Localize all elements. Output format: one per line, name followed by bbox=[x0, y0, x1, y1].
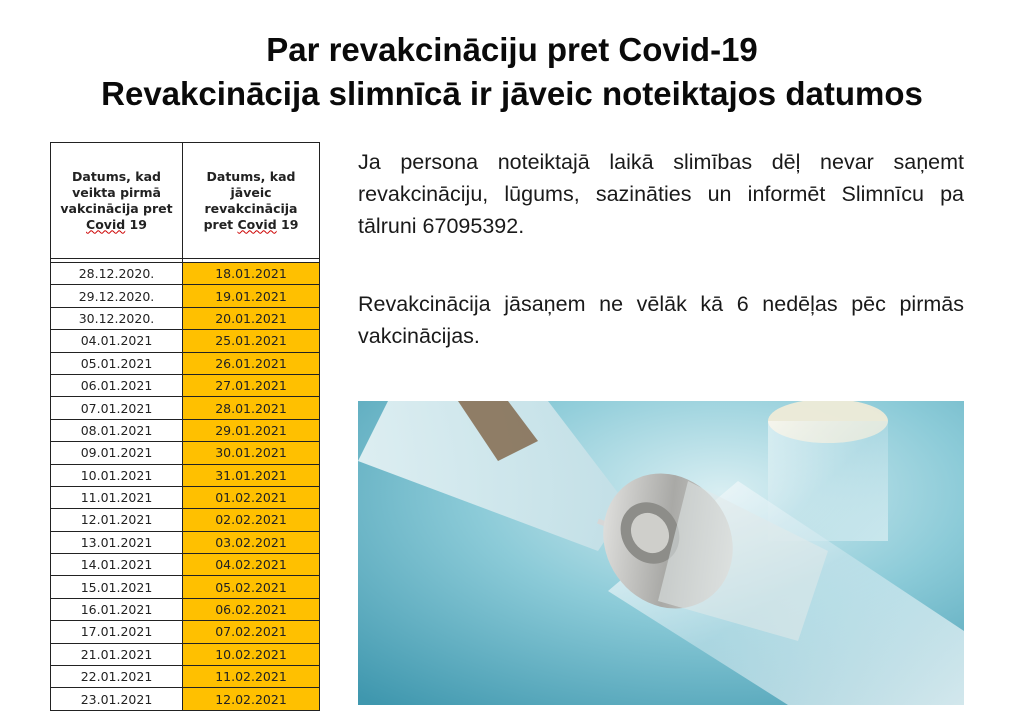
first-vaccination-date: 11.01.2021 bbox=[51, 486, 183, 508]
title-line-1: Par revakcināciju pret Covid-19 bbox=[266, 31, 758, 68]
first-vaccination-date: 21.01.2021 bbox=[51, 643, 183, 665]
table-row bbox=[51, 576, 320, 598]
first-vaccination-date: 30.12.2020. bbox=[51, 307, 183, 329]
table-row bbox=[51, 598, 320, 620]
title-line-2: Revakcinācija slimnīcā ir jāveic noteiktajos datumos bbox=[101, 75, 923, 112]
revaccination-date: 27.01.2021 bbox=[183, 374, 320, 396]
revaccination-date: 05.02.2021 bbox=[183, 576, 320, 598]
first-vaccination-date: 08.01.2021 bbox=[51, 419, 183, 441]
table-row bbox=[51, 531, 320, 553]
first-vaccination-date: 22.01.2021 bbox=[51, 666, 183, 688]
revaccination-date: 25.01.2021 bbox=[183, 330, 320, 352]
first-vaccination-date: 07.01.2021 bbox=[51, 397, 183, 419]
first-vaccination-date: 28.12.2020. bbox=[51, 263, 183, 285]
table-row bbox=[51, 486, 320, 508]
first-vaccination-date: 05.01.2021 bbox=[51, 352, 183, 374]
revaccination-date: 01.02.2021 bbox=[183, 486, 320, 508]
first-vaccination-date: 09.01.2021 bbox=[51, 442, 183, 464]
first-vaccination-date: 17.01.2021 bbox=[51, 621, 183, 643]
table-row bbox=[51, 330, 320, 352]
table-row bbox=[51, 643, 320, 665]
revaccination-date: 02.02.2021 bbox=[183, 509, 320, 531]
first-vaccination-date: 13.01.2021 bbox=[51, 531, 183, 553]
header-revaccination: Datums, kad jāveic revakcinācija pret Covid 19 bbox=[183, 143, 320, 259]
revaccination-date: 28.01.2021 bbox=[183, 397, 320, 419]
table-row bbox=[51, 285, 320, 307]
deadline-paragraph: Revakcinācija jāsaņem ne vēlāk kā 6 nedēļas pēc pirmās vakcinācijas. bbox=[358, 292, 964, 348]
table-row bbox=[51, 621, 320, 643]
revaccination-dates-table bbox=[50, 142, 320, 711]
table-row bbox=[51, 464, 320, 486]
table-row bbox=[51, 509, 320, 531]
table-header-row bbox=[51, 143, 320, 259]
first-vaccination-date: 04.01.2021 bbox=[51, 330, 183, 352]
table-row bbox=[51, 263, 320, 285]
header-first-vaccination: Datums, kad veikta pirmā vakcinācija pret Covid 19 bbox=[51, 143, 183, 259]
revaccination-date: 06.02.2021 bbox=[183, 598, 320, 620]
table-row bbox=[51, 442, 320, 464]
revaccination-date: 18.01.2021 bbox=[183, 263, 320, 285]
first-vaccination-date: 10.01.2021 bbox=[51, 464, 183, 486]
table-row bbox=[51, 397, 320, 419]
revaccination-date: 04.02.2021 bbox=[183, 554, 320, 576]
revaccination-date: 26.01.2021 bbox=[183, 352, 320, 374]
first-vaccination-date: 06.01.2021 bbox=[51, 374, 183, 396]
first-vaccination-date: 23.01.2021 bbox=[51, 688, 183, 710]
table-row bbox=[51, 352, 320, 374]
revaccination-date: 10.02.2021 bbox=[183, 643, 320, 665]
revaccination-date: 30.01.2021 bbox=[183, 442, 320, 464]
table-row bbox=[51, 307, 320, 329]
revaccination-date: 12.02.2021 bbox=[183, 688, 320, 710]
page-title bbox=[0, 28, 1024, 116]
revaccination-date: 11.02.2021 bbox=[183, 666, 320, 688]
revaccination-date: 31.01.2021 bbox=[183, 464, 320, 486]
first-vaccination-date: 15.01.2021 bbox=[51, 576, 183, 598]
revaccination-date: 20.01.2021 bbox=[183, 307, 320, 329]
first-vaccination-date: 29.12.2020. bbox=[51, 285, 183, 307]
first-vaccination-date: 14.01.2021 bbox=[51, 554, 183, 576]
first-vaccination-date: 16.01.2021 bbox=[51, 598, 183, 620]
revaccination-date: 29.01.2021 bbox=[183, 419, 320, 441]
first-vaccination-date: 12.01.2021 bbox=[51, 509, 183, 531]
table-row bbox=[51, 374, 320, 396]
table-row bbox=[51, 419, 320, 441]
revaccination-date: 19.01.2021 bbox=[183, 285, 320, 307]
contact-paragraph: Ja persona noteiktajā laikā slimības dēļ nevar saņemt revakcināciju, lūgums, sazināties un informēt Slimnīcu pa tālruni 67095392. bbox=[358, 150, 964, 238]
revaccination-date: 03.02.2021 bbox=[183, 531, 320, 553]
table-row bbox=[51, 666, 320, 688]
table-row bbox=[51, 554, 320, 576]
table-row bbox=[51, 688, 320, 710]
vaccine-vial-photo bbox=[358, 401, 964, 705]
revaccination-date: 07.02.2021 bbox=[183, 621, 320, 643]
